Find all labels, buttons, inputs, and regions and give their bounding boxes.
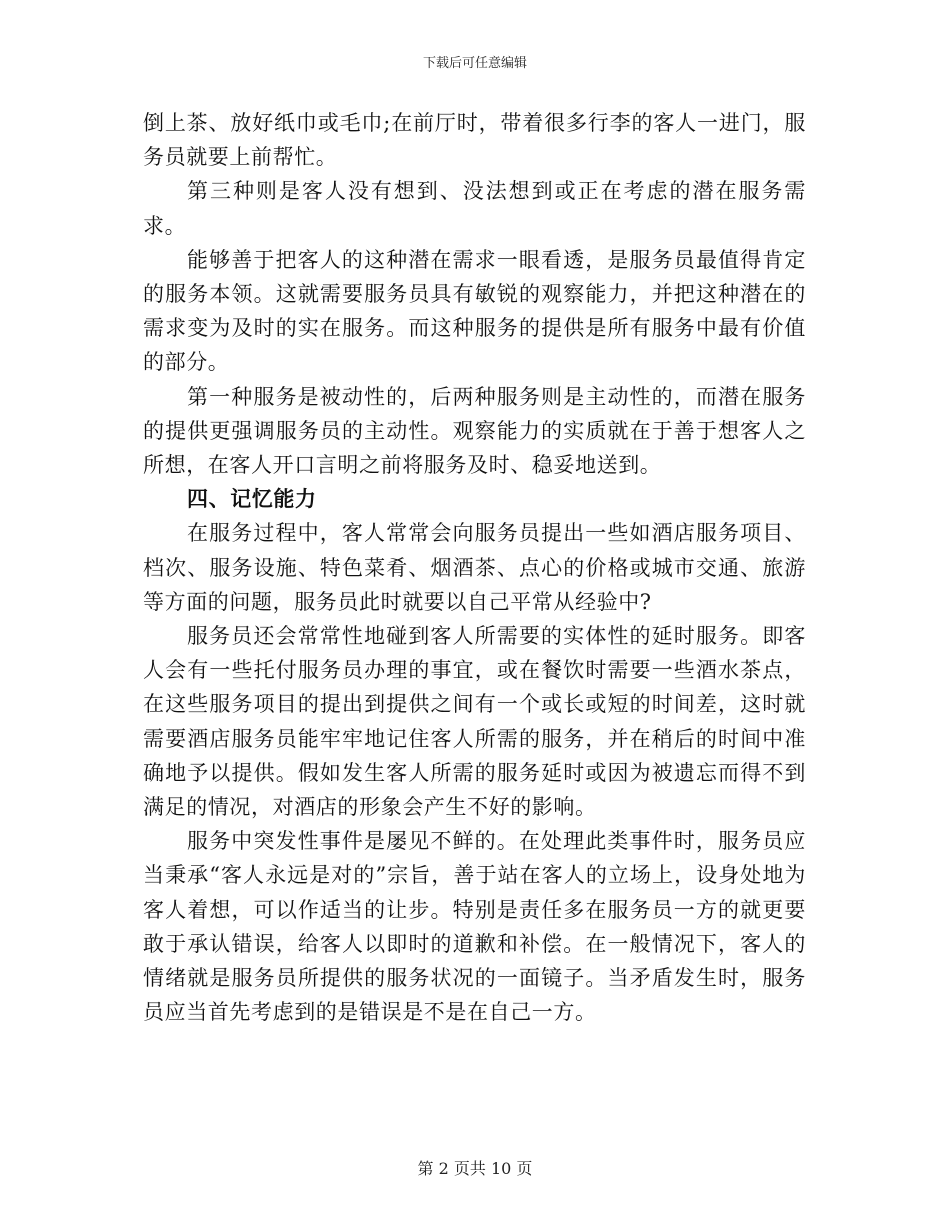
document-body <box>143 106 806 1029</box>
page-header: 下载后可任意编辑 <box>422 56 527 71</box>
paragraph-2: 第三种则是客人没有想到、没法想到或正在考虑的潜在服务需求。 <box>143 179 806 238</box>
paragraph-3: 能够善于把客人的这种潜在需求一眼看透，是服务员最值得肯定的服务本领。这就需要服务员具有敏锐的观察能力，并把这种潜在的需求变为及时的实在服务。而这种服务的提供是所有服务中最有价值的部分。 <box>143 247 806 375</box>
paragraph-4: 第一种服务是被动性的，后两种服务则是主动性的，而潜在服务的提供更强调服务员的主动性。观察能力的实质就在于善于想客人之所想，在客人开口言明之前将服务及时、稳妥地送到。 <box>143 384 806 478</box>
page-footer: 第 2 页共 10 页 <box>417 1159 533 1178</box>
paragraph-7: 服务中突发性事件是屡见不鲜的。在处理此类事件时，服务员应当秉承“客人永远是对的”宗旨，善于站在客人的立场上，设身处地为客人着想，可以作适当的让步。特别是责任多在服务员一方的就更要敢于承认错误，给客人以即时的道歉和补偿。在一般情况下，客人的情绪就是服务员所提供的服务状况的一面镜子。当矛盾发生时，服务员应当首先考虑到的是错误是不是在自己一方。 <box>143 829 806 1025</box>
section-heading: 四、记忆能力 <box>187 486 317 512</box>
paragraph-5: 在服务过程中，客人常常会向服务员提出一些如酒店服务项目、档次、服务设施、特色菜肴、烟酒茶、点心的价格或城市交通、旅游等方面的问题，服务员此时就要以自己平常从经验中? <box>143 521 806 614</box>
paragraph-1: 倒上茶、放好纸巾或毛巾;在前厅时，带着很多行李的客人一进门，服务员就要上前帮忙。 <box>143 111 806 170</box>
paragraph-6: 服务员还会常常性地碰到客人所需要的实体性的延时服务。即客人会有一些托付服务员办理的事宜，或在餐饮时需要一些酒水茶点，在这些服务项目的提出到提供之间有一个或长或短的时间差，这时就需要酒店服务员能牢牢地记住客人所需的服务，并在稍后的时间中准确地予以提供。假如发生客人所需的服务延时或因为被遗忘而得不到满足的情况，对酒店的形象会产生不好的影响。 <box>143 624 806 820</box>
